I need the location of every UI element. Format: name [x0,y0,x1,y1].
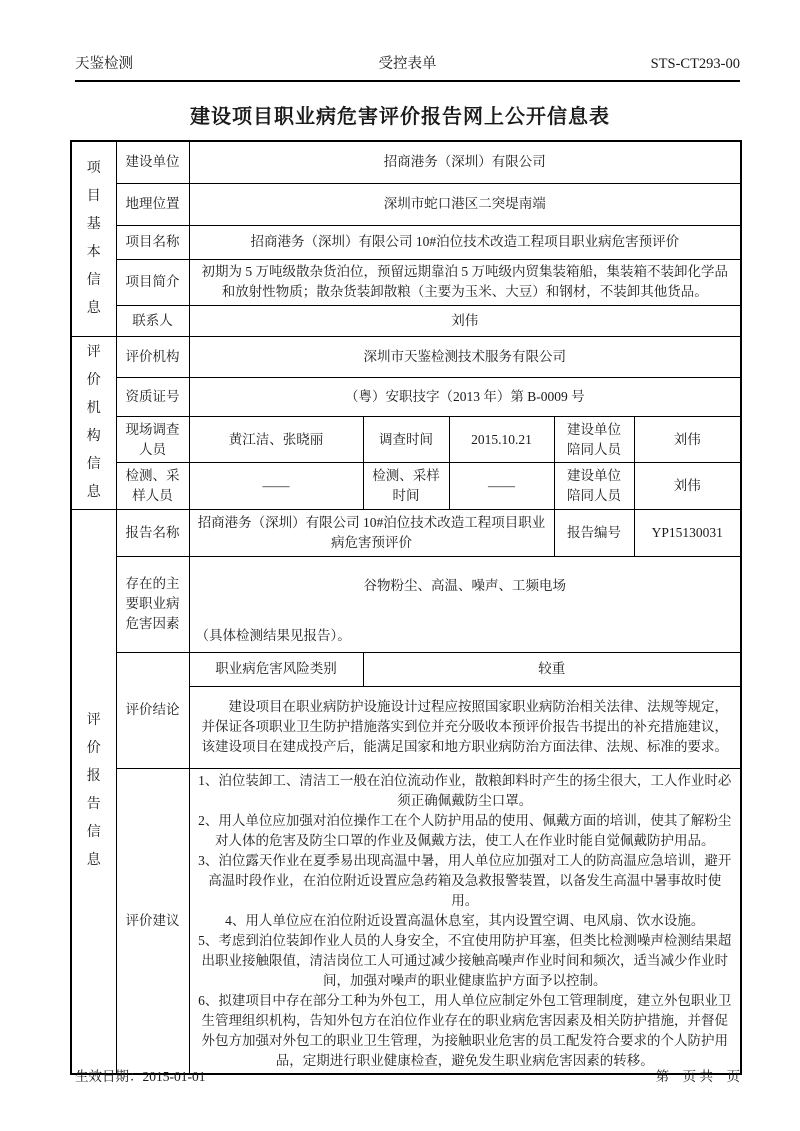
document-header [75,52,740,82]
report-no-label: 报告编号 [554,509,634,556]
report-name-value: 招商港务（深圳）有限公司 10#泊位技术改造工程项目职业病危害预评价 [189,509,554,556]
table-row [71,463,741,509]
table-row [71,305,741,336]
construction-unit-value: 招商港务（深圳）有限公司 [189,141,741,183]
table-row [71,556,741,652]
sampling-staff-value: —— [189,463,363,509]
suggestion-item: 1、泊位装卸工、清洁工一般在泊位流动作业，散粮卸料时产生的扬尘很大，工人作业时必须正确佩戴防尘口罩。 [198,772,732,808]
conclusion-text: 建设项目在职业病防护设施设计过程应按照国家职业病防治相关法律、法规等规定，并保证各项职业卫生防护措施落实到位并充分吸收本预评价报告书提出的补充措施建议，该建设项目在建成投产后，能满足国家和地方职业病防治方面法律、法规、标准的要求。 [201,699,729,754]
sampling-time-label: 检测、采样时间 [363,463,449,509]
hazards-note: （具体检测结果见报告）。 [195,628,351,643]
survey-staff-value: 黄江洁、张晓丽 [189,417,363,463]
sampling-escort-value: 刘伟 [634,463,741,509]
page-number: 第 页 共 页 [655,1069,740,1084]
sampling-time-value: —— [449,463,554,509]
hazards-value-cell [189,556,741,652]
table-row [71,652,741,686]
agency-label: 评价机构 [116,336,189,378]
conclusion-text-cell [189,686,741,768]
table-row [71,509,741,556]
info-table [70,140,742,1075]
table-row [71,259,741,305]
sampling-escort-label: 建设单位陪同人员 [554,463,634,509]
agency-value: 深圳市天鉴检测技术服务有限公司 [189,336,741,378]
risk-category-value: 较重 [363,652,741,686]
header-company: 天鉴检测 [75,56,133,72]
suggestion-item: 2、用人单位应加强对泊位操作工在个人防护用品的使用、佩戴方面的培训，使其了解粉尘对人体的危害及防尘口罩的作业及佩戴方法，使工人在作业时能自觉佩戴防护用品。 [198,812,732,848]
report-no-value: YP15130031 [634,509,741,556]
location-value: 深圳市蛇口港区二突堤南端 [189,183,741,225]
table-row [71,225,741,259]
header-control-label: 受控表单 [378,56,437,72]
report-name-label: 报告名称 [116,509,189,556]
suggestion-item: 6、拟建项目中存在部分工种为外包工，用人单位应制定外包工管理制度，建立外包职业卫生管理组织机构，告知外包方在泊位作业存在的职业病危害因素及相关防护措施，并督促外包方加强对外包工的职业卫生管理，为接触职业危害的员工配发符合要求的个人防护用品，定期进行职业健康检查，避免发生职业病危害因素的转移。 [198,992,732,1068]
table-row [71,183,741,225]
table-row [71,336,741,378]
suggestion-item: 3、泊位露天作业在夏季易出现高温中暑，用人单位应加强对工人的防高温应急培训，避开高温时段作业，在泊位附近设置应急药箱及急救报警装置，以备发生高温中暑事故时使用。 [198,852,732,908]
hazards-label: 存在的主要职业病危害因素 [116,556,189,652]
hazards-value: 谷物粉尘、高温、噪声、工频电场 [363,578,567,593]
qualification-value: （粤）安职技字（2013 年）第 B-0009 号 [189,378,741,417]
location-label: 地理位置 [116,183,189,225]
table-row [71,378,741,417]
qualification-label: 资质证号 [116,378,189,417]
survey-staff-label: 现场调查人员 [116,417,189,463]
page-title: 建设项目职业病危害评价报告网上公开信息表 [190,106,610,128]
table-row [71,417,741,463]
group-agency-info: 评价机构信息 [71,336,116,509]
risk-category-label: 职业病危害风险类别 [189,652,363,686]
group-basic-info: 项目基本信息 [71,141,116,336]
project-brief-value: 初期为 5 万吨级散杂货泊位，预留远期靠泊 5 万吨级内贸集装箱船，集装箱不装卸化学品和放射性物质；散杂货装卸散粮（主要为玉米、大豆）和钢材，不装卸其他货品。 [189,259,741,305]
table-row [71,141,741,183]
contact-value: 刘伟 [189,305,741,336]
survey-time-value: 2015.10.21 [449,417,554,463]
document-footer [75,1065,740,1085]
project-name-value: 招商港务（深圳）有限公司 10#泊位技术改造工程项目职业病危害预评价 [189,225,741,259]
survey-escort-label: 建设单位陪同人员 [554,417,634,463]
survey-escort-value: 刘伟 [634,417,741,463]
header-form-code: STS-CT293-00 [650,56,740,72]
suggestion-item: 5、考虑到泊位装卸作业人员的人身安全，不宜使用防护耳塞，但类比检测噪声检测结果超出职业接触限值，清洁岗位工人可通过减少接触高噪声作业时间和频次，适当减少作业时间，加强对噪声的职业健康监护方面予以控制。 [198,932,732,988]
project-brief-label: 项目简介 [116,259,189,305]
suggestions-label: 评价建议 [116,768,189,1074]
table-row [71,768,741,1074]
project-name-label: 项目名称 [116,225,189,259]
effective-date: 生效日期：2015-01-01 [75,1069,206,1084]
conclusion-label: 评价结论 [116,652,189,768]
contact-label: 联系人 [116,305,189,336]
suggestion-item: 4、用人单位应在泊位附近设置高温休息室，其内设置空调、电风扇、饮水设施。 [225,912,705,928]
survey-time-label: 调查时间 [363,417,449,463]
group-report-info: 评价报告信息 [71,509,116,1074]
suggestions-cell [189,768,741,1074]
construction-unit-label: 建设单位 [116,141,189,183]
sampling-staff-label: 检测、采样人员 [116,463,189,509]
